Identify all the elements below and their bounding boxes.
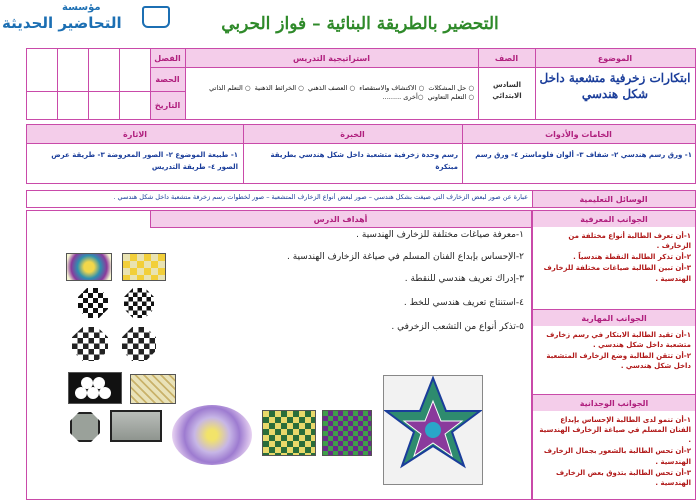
strategy-4: ○ الخرائط الذهنية bbox=[254, 84, 304, 92]
pattern-image bbox=[383, 375, 483, 485]
pattern-image bbox=[262, 410, 316, 456]
pattern-image bbox=[322, 410, 372, 456]
cart-icon bbox=[142, 6, 170, 28]
grade-value: السادس الابتدائي bbox=[492, 81, 522, 100]
affective-item: ٣-أن تحس الطالبة بتذوق بعض الزخارف الهندسية . bbox=[555, 468, 691, 487]
strategy-6: ○ التعلم التعاوني bbox=[427, 92, 474, 101]
skill-item: ١-أن تقيد الطالبة الابتكار في رسم زخارف متشعبة داخل شكل هندسي . bbox=[546, 331, 691, 350]
pattern-image bbox=[130, 374, 176, 404]
affective-label: الجوانب الوجدانية bbox=[533, 395, 695, 411]
skill-item: ٢-أن تتقن الطالبة وضع الزخارف المتشعبة داخل شكل هندسي . bbox=[546, 352, 691, 371]
aids-label: الوسائل التعليمية bbox=[532, 191, 695, 207]
pattern-image bbox=[122, 253, 166, 281]
strategy-3: ○ العصف الذهني bbox=[308, 84, 356, 92]
goal-item: ١-معرفة صياغات مختلفة للزخارف الهندسية . bbox=[356, 230, 524, 240]
goal-item: ٤-استنتاج تعريف هندسي للخط . bbox=[403, 298, 524, 308]
logo bbox=[2, 2, 174, 44]
skill-list bbox=[533, 327, 695, 393]
goal-item: ٣-إدراك تعريف هندسي للنقطة . bbox=[404, 274, 524, 284]
motivation-label: الاثارة bbox=[122, 129, 148, 139]
cognitive-label: الجوانب المعرفية bbox=[533, 211, 695, 227]
affective-item: ٢-أن تحس الطالبة بالشعور بجمال الزخارف الهندسية . bbox=[543, 447, 691, 466]
experience-text: رسم وحدة زخرفية متشعبة داخل شكل هندسي بطريقة مبتكرة bbox=[270, 151, 458, 171]
session-label: الحصة bbox=[150, 67, 185, 91]
pattern-image bbox=[122, 327, 156, 361]
grade-label: الصف bbox=[494, 53, 519, 63]
pattern-image bbox=[124, 288, 154, 318]
tools-label: الخامات والأدوات bbox=[545, 129, 612, 139]
subject-label: الموضوع bbox=[597, 53, 633, 63]
cognitive-list bbox=[533, 228, 695, 308]
goal-item: ٢-الإحساس بإبداع الفنان المسلم في صياغة الزخارف الهندسية . bbox=[287, 252, 524, 262]
cognitive-item: ٣-أن تبين الطالبة صياغات مختلفة للزخارف الهندسية . bbox=[543, 264, 691, 283]
skill-label: الجوانب المهارية bbox=[533, 310, 695, 326]
star-pattern-icon bbox=[384, 376, 482, 484]
logo-top-text: مؤسسة bbox=[62, 2, 101, 13]
pattern-image bbox=[70, 412, 100, 442]
strategy-1: ○ حل المشكلات bbox=[428, 84, 474, 92]
motivation-text: ١- طبيعة الموضوع ٢- الصور المعروضة ٣- طريقة عرض الصور ٤- طريقة التدريس bbox=[51, 151, 238, 171]
pattern-image bbox=[68, 372, 122, 404]
tools-text: ١- ورق رسم هندسي ٢- شفاف ٣- ألوان فلوماستر ٤- ورق رسم bbox=[475, 151, 692, 159]
experience-label: الخبرة bbox=[340, 129, 365, 139]
page-title: التحضير بالطريقة البنائية – فواز الحربي bbox=[221, 14, 499, 34]
hexagon-pattern-icon bbox=[69, 373, 121, 403]
strategy-7: ○أخرى ......... bbox=[382, 92, 424, 101]
cognitive-item: ١-أن تعرف الطالبة أنواع مختلفة من الزخارف . bbox=[568, 232, 691, 251]
strategy-list bbox=[190, 84, 474, 112]
class-label: الفصل bbox=[150, 49, 185, 67]
goal-item: ٥-تذكر أنواع من التشعب الزخرفي . bbox=[391, 322, 524, 332]
pattern-image bbox=[78, 288, 108, 318]
pattern-image bbox=[172, 405, 252, 465]
pattern-image bbox=[72, 327, 108, 361]
strategy-label: استراتيجية التدريس bbox=[292, 53, 371, 63]
date-label: التاريخ bbox=[150, 91, 185, 119]
goals-label: أهداف الدرس bbox=[150, 211, 531, 227]
pattern-image bbox=[110, 410, 162, 442]
subject-value: ابتكارات زخرفية متشعبة داخل شكل هندسي bbox=[539, 71, 691, 102]
strategy-2: ○ الاكتشاف والاستقصاء bbox=[359, 84, 425, 92]
affective-list bbox=[533, 412, 695, 498]
logo-bottom-text: التحاضير الحديثة bbox=[2, 14, 122, 32]
goals-list bbox=[287, 228, 524, 338]
pattern-image bbox=[66, 253, 112, 281]
aids-text: عبارة عن صور لبعض الزخارف التي صيغت بشكل هندسي – صور لبعض أنواع الزخارف المتشعبة – صور لخطوات رسم زخرفة متشعبة داخل شكل هندسي . bbox=[113, 193, 528, 201]
strategy-5: ○ التعلم الذاتي bbox=[209, 84, 251, 92]
cognitive-item: ٢-أن تذكر الطالبة النقطة هندسياً . bbox=[573, 253, 691, 262]
affective-item: ١-أن تنمو لدى الطالبة الإحساس بإبداع الفنان المسلم في صياغة الزخارف الهندسية . bbox=[539, 416, 691, 445]
